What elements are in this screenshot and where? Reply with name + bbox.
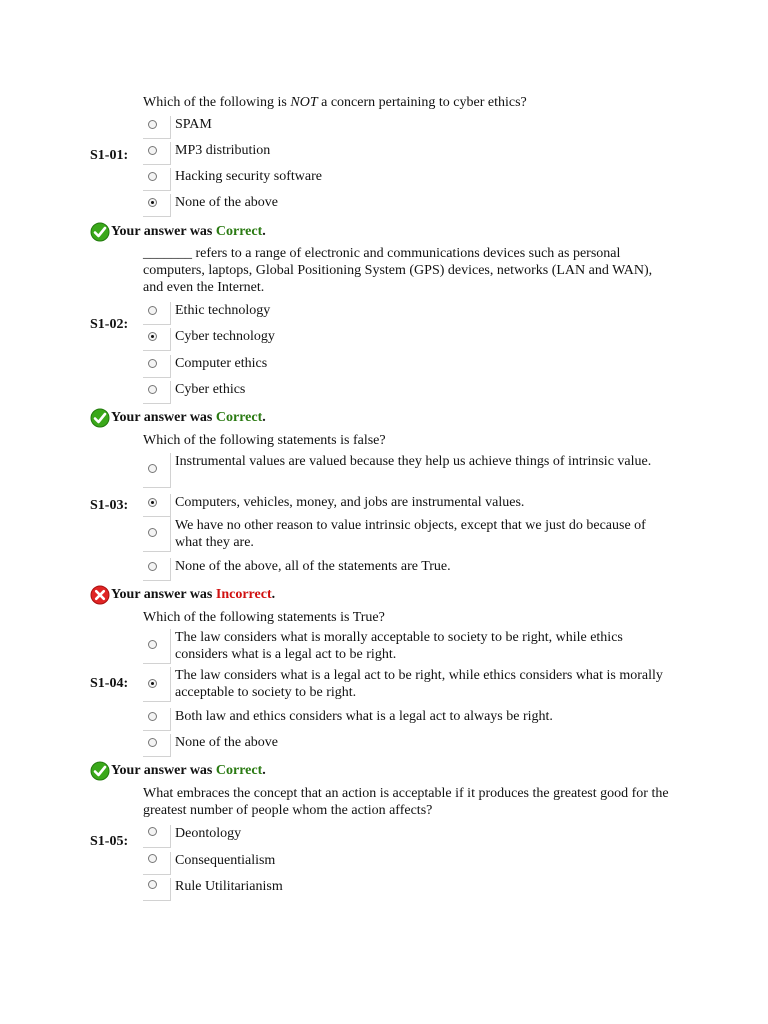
- result-text: Correct: [215, 410, 263, 425]
- answer-option[interactable]: [143, 194, 673, 218]
- option-label: Consequentialism: [175, 853, 276, 868]
- option-label: The law considers what is morally acceptable to society to be right, while ethics considers what is a legal act to be right.: [175, 630, 623, 662]
- option-label: None of the above, all of the statements are True.: [175, 559, 451, 574]
- radio-button[interactable]: [148, 880, 157, 889]
- answer-option[interactable]: [143, 381, 673, 405]
- correct-check-icon: [90, 222, 110, 242]
- option-label: Hacking security software: [175, 169, 322, 184]
- answer-option[interactable]: [143, 852, 673, 876]
- quiz-results-page: Which of the following is NOT a concern pertaining to cyber ethics? S1-01: SPAM MP3 distribution Hacking security software None of the above Your answer was Correct. _______ refers to a range of electronic and communications devices such as personal computers, laptops, Global Positioning System (GPS) devices, networks (LAN and WAN), and even the Internet. S1-02: Ethic technology Cyber technology Computer ethics Cyber ethics Your answer was Correct. Which of the following statements is false? S1-03: Instrumental values are valued because they help us achieve things of intrinsic value. Computers, vehicles, money, and jobs are instrumental values. We have no other reason to value intrinsic objects, except that we just do because of what they are. None of the above, all of the statements are True. Your answer was Incorrect. Which of the following statements is True? S1-04: The law considers what is morally acceptable to society to be right, while ethics considers what is a legal act to be right. The law considers what is a legal act to be right, while ethics considers what is morally acceptable to society to be right. Both law and ethics considers what is a legal act to always be right. None of the above Your answer was Correct. What embraces the concept that an action is acceptable if it produces the greatest good for the greatest number of people whom the action affects? S1-05: Deontology Consequentialism Rule Utilitarianism: [0, 0, 768, 1024]
- radio-button[interactable]: [148, 640, 157, 649]
- answer-option[interactable]: [143, 878, 673, 902]
- radio-button[interactable]: [148, 306, 157, 315]
- question-label: S1-01:: [90, 148, 129, 163]
- option-label: MP3 distribution: [175, 143, 271, 158]
- radio-button[interactable]: [148, 120, 157, 129]
- radio-button[interactable]: [148, 528, 157, 537]
- answer-option[interactable]: [143, 355, 673, 379]
- radio-button[interactable]: [148, 146, 157, 155]
- answer-option[interactable]: [143, 825, 673, 849]
- option-label: The law considers what is a legal act to be right, while ethics considers what is morally acceptable to society to be right.: [175, 668, 663, 700]
- radio-button[interactable]: [148, 464, 157, 473]
- radio-button[interactable]: [148, 712, 157, 721]
- question-prompt: What embraces the concept that an action is acceptable if it produces the greatest good for the greatest number of people whom the action affects?: [143, 786, 669, 818]
- radio-button-selected[interactable]: [148, 198, 157, 207]
- option-label: Computer ethics: [175, 356, 268, 371]
- answer-option[interactable]: [143, 116, 673, 140]
- answer-option[interactable]: [143, 667, 673, 703]
- answer-option[interactable]: [143, 302, 673, 326]
- radio-button[interactable]: [148, 854, 157, 863]
- answer-option[interactable]: [143, 558, 673, 582]
- option-label: None of the above: [175, 735, 279, 750]
- question-prompt: Which of the following is NOT a concern pertaining to cyber ethics?: [143, 95, 527, 110]
- result-text: Incorrect: [215, 587, 272, 602]
- radio-button[interactable]: [148, 562, 157, 571]
- option-label: Cyber ethics: [175, 382, 246, 397]
- answer-option[interactable]: [143, 142, 673, 166]
- answer-option[interactable]: [143, 453, 673, 489]
- option-label: None of the above: [175, 195, 279, 210]
- radio-button-selected[interactable]: [148, 498, 157, 507]
- result-text: Correct: [215, 224, 263, 239]
- option-label: Instrumental values are valued because they help us achieve things of intrinsic value.: [175, 454, 652, 469]
- radio-button[interactable]: [148, 359, 157, 368]
- question-prompt: _______ refers to a range of electronic and communications devices such as personal computers, laptops, Global Positioning System (GPS) devices, networks (LAN and WAN), and even the Internet.: [143, 246, 653, 295]
- radio-button-selected[interactable]: [148, 679, 157, 688]
- radio-button[interactable]: [148, 385, 157, 394]
- option-label: Ethic technology: [175, 303, 271, 318]
- option-label: Both law and ethics considers what is a legal act to always be right.: [175, 709, 553, 724]
- option-label: Computers, vehicles, money, and jobs are instrumental values.: [175, 495, 525, 510]
- answer-option[interactable]: [143, 517, 673, 553]
- answer-option[interactable]: [143, 328, 673, 352]
- question-label: S1-02:: [90, 317, 129, 332]
- question-label: S1-04:: [90, 676, 129, 691]
- answer-option[interactable]: [143, 708, 673, 732]
- incorrect-x-icon: [90, 585, 110, 605]
- answer-option[interactable]: [143, 734, 673, 758]
- answer-option[interactable]: [143, 168, 673, 192]
- option-label: Rule Utilitarianism: [175, 879, 283, 894]
- radio-button[interactable]: [148, 172, 157, 181]
- question-label: S1-05:: [90, 834, 129, 849]
- question-label: S1-03:: [90, 498, 129, 513]
- answer-option[interactable]: [143, 629, 673, 665]
- option-label: We have no other reason to value intrinsic objects, except that we just do because of what they are.: [175, 518, 646, 550]
- correct-check-icon: [90, 761, 110, 781]
- option-label: Deontology: [175, 826, 242, 841]
- radio-button-selected[interactable]: [148, 332, 157, 341]
- result-text: Correct: [215, 763, 263, 778]
- option-label: Cyber technology: [175, 329, 275, 344]
- answer-option[interactable]: [143, 494, 673, 518]
- question-prompt: Which of the following statements is True?: [143, 610, 385, 625]
- option-label: SPAM: [175, 117, 212, 132]
- correct-check-icon: [90, 408, 110, 428]
- radio-button[interactable]: [148, 738, 157, 747]
- question-prompt: Which of the following statements is false?: [143, 433, 386, 448]
- radio-button[interactable]: [148, 827, 157, 836]
